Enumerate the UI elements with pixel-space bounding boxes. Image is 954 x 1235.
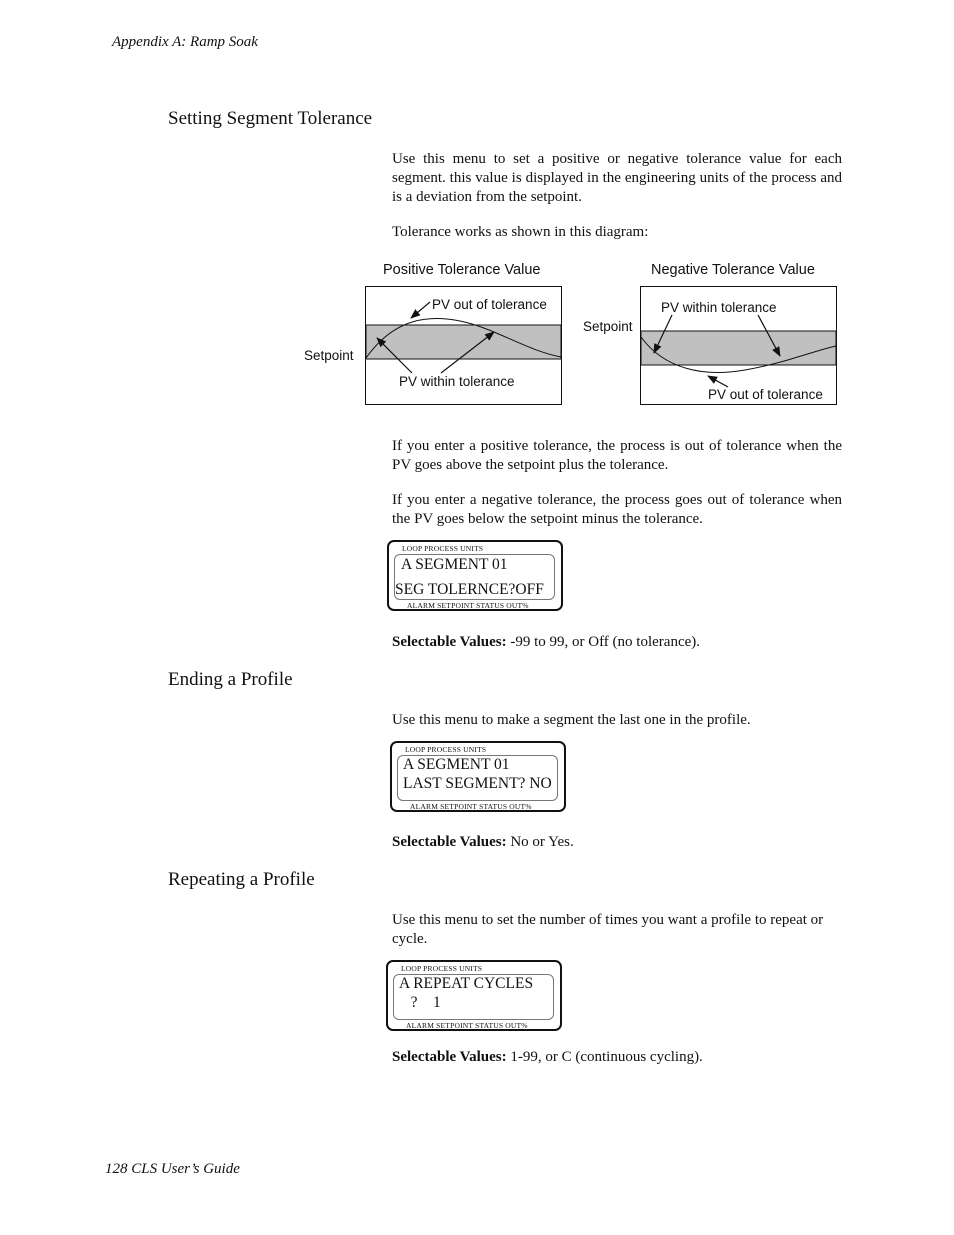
tolerance-selectable-values: Selectable Values: -99 to 99, or Off (no tolerance). [392,634,701,650]
ending-intro: Use this menu to make a segment the last one in the profile. [392,712,751,728]
section-title-repeating: Repeating a Profile [168,869,315,890]
lcd-display-ending [390,741,566,812]
lcd-top-labels: LOOP PROCESS UNITS [401,964,483,973]
lcd-top-labels: LOOP PROCESS UNITS [405,745,487,754]
lcd-line-2: LAST SEGMENT? NO [403,775,552,792]
negative-setpoint-label: Setpoint [583,319,633,334]
lcd-line-2: ? 1 [399,994,441,1011]
lcd-line-1: A SEGMENT 01 [401,556,508,573]
negative-tolerance-note: If you enter a negative tolerance, the process goes out of tolerance when the PV goes below the setpoint minus the tolerance. [392,492,842,527]
lcd-bottom-labels: ALARM SETPOINT STATUS OUT% [406,1021,528,1030]
repeating-intro: Use this menu to set the number of times you want a profile to repeat or cycle. [392,912,824,947]
lcd-display-tolerance [387,540,563,611]
positive-within-label: PV within tolerance [399,374,515,389]
tolerance-intro: Use this menu to set a positive or negative tolerance value for each segment. this value is displayed in the engineering units of the process and is a deviation from the setpoint. [392,151,842,205]
ending-selectable-values: Selectable Values: No or Yes. [392,834,574,850]
positive-tolerance-note: If you enter a positive tolerance, the process is out of tolerance when the PV goes above the setpoint plus the tolerance. [392,438,842,473]
lcd-line-1: A REPEAT CYCLES [399,975,534,992]
positive-setpoint-label: Setpoint [304,348,354,363]
lcd-line-2: SEG TOLERNCE?OFF [395,581,544,598]
positive-tolerance-title: Positive Tolerance Value [383,262,541,278]
repeating-selectable-values: Selectable Values: 1-99, or C (continuous cycling). [392,1049,703,1065]
negative-out-label: PV out of tolerance [708,387,823,402]
lcd-bottom-labels: ALARM SETPOINT STATUS OUT% [410,802,532,811]
negative-tolerance-band [641,331,836,365]
tolerance-diagram [0,255,954,415]
negative-tolerance-title: Negative Tolerance Value [651,262,815,278]
positive-out-label: PV out of tolerance [432,297,547,312]
running-footer: 128 CLS User’s Guide [105,1161,240,1177]
tolerance-diagram-intro: Tolerance works as shown in this diagram: [392,224,649,240]
lcd-display-repeating [386,960,562,1031]
lcd-top-labels: LOOP PROCESS UNITS [402,544,484,553]
section-title-ending: Ending a Profile [168,669,293,690]
section-title-tolerance: Setting Segment Tolerance [168,108,373,129]
running-header: Appendix A: Ramp Soak [112,34,258,50]
lcd-bottom-labels: ALARM SETPOINT STATUS OUT% [407,601,529,610]
negative-within-label: PV within tolerance [661,300,777,315]
lcd-line-1: A SEGMENT 01 [403,756,510,773]
